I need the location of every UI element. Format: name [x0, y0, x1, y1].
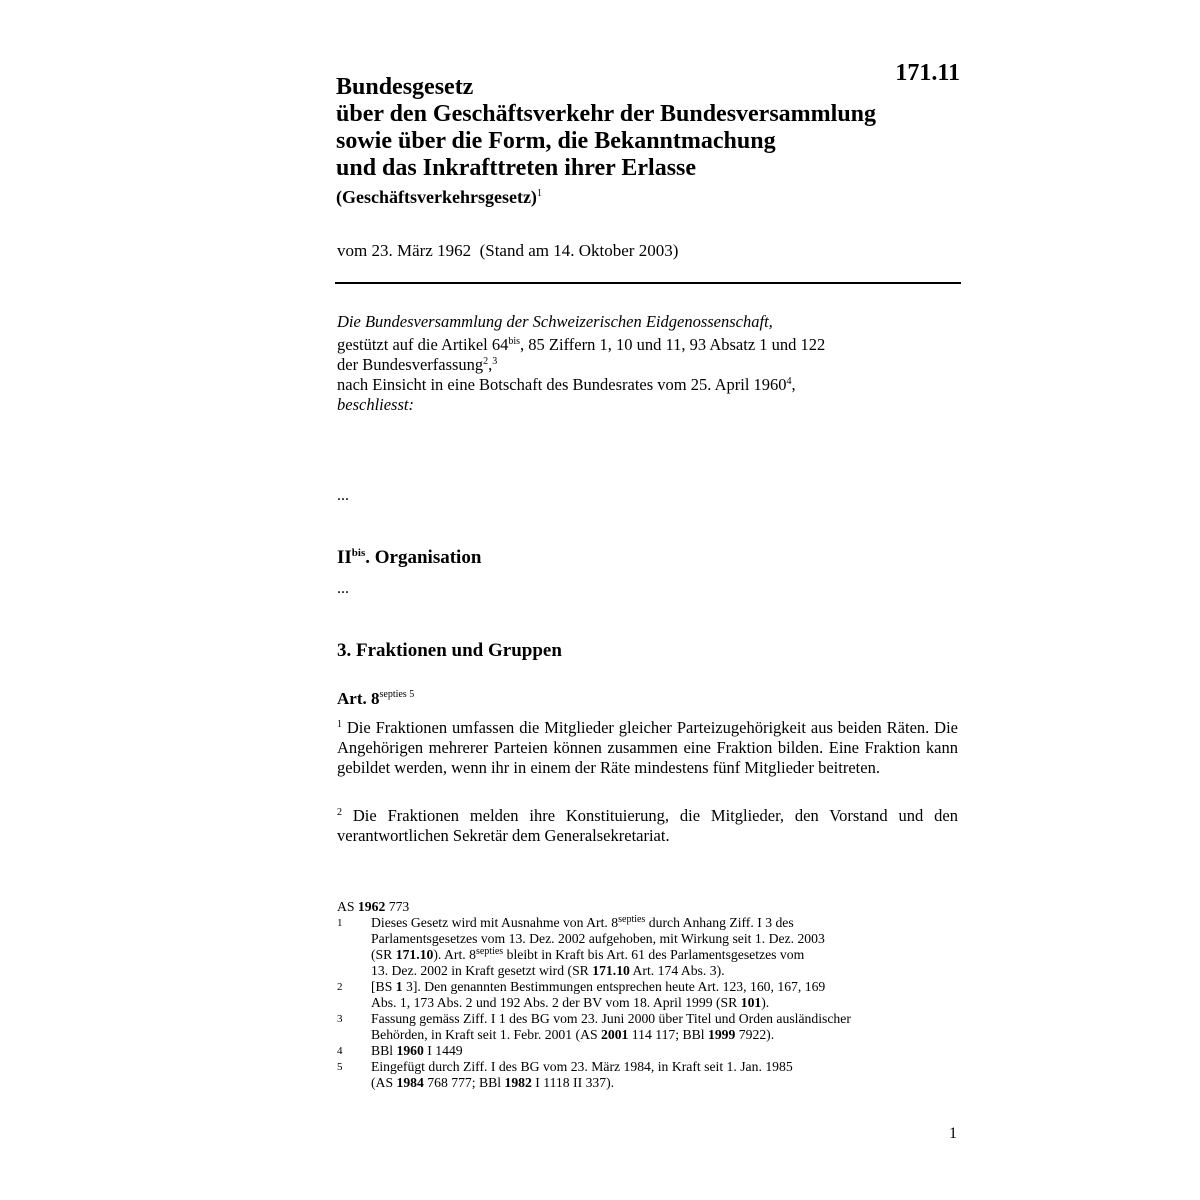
- short-title: [336, 186, 896, 208]
- footnote-line: [371, 995, 825, 1011]
- footnote-ref: 2: [483, 356, 489, 367]
- footnote-line: [371, 963, 825, 979]
- date-line: vom 23. März 1962 (Stand am 14. Oktober 2003): [337, 241, 679, 260]
- footnote-number: 4: [337, 1045, 343, 1057]
- footnote-text: Parlamentsgesetzes vom 13. Dez. 2002 aufgehoben, mit Wirkung seit 1. Dez. 2003: [371, 931, 825, 946]
- preamble-line: Die Bundesversammlung der Schweizerischen Eidgenossenschaft,: [337, 312, 773, 331]
- superscript: bis: [351, 547, 366, 559]
- preamble-text: , 85 Ziffern 1, 10 und 11, 93 Absatz 1 und 122: [520, 335, 826, 354]
- footnote-text: 1962: [357, 899, 386, 914]
- footnote-ref: 3: [492, 356, 498, 367]
- footnote-line: [371, 1027, 851, 1043]
- footnote-number: 5: [337, 1061, 343, 1073]
- heading-text: . Organisation: [365, 547, 482, 568]
- article-title: [337, 688, 414, 710]
- footnote-ref: 4: [786, 376, 792, 387]
- footnote-text: (AS: [371, 1075, 397, 1090]
- footnote-body: [371, 1011, 851, 1043]
- sr-number: 171.11: [895, 60, 960, 86]
- title-line: über den Geschäftsverkehr der Bundesversammlung: [336, 101, 877, 127]
- footnote-text: AS: [337, 899, 358, 914]
- footnote-text: [BS: [371, 979, 396, 994]
- omitted-section: ...: [337, 487, 349, 504]
- footnote-item: [337, 915, 977, 979]
- footnote-text: Eingefügt durch Ziff. I des BG vom 23. März 1984, in Kraft seit 1. Jan. 1985: [371, 1059, 793, 1074]
- preamble-text: gestützt auf die Artikel 64: [337, 335, 509, 354]
- paragraph-number: 1: [337, 719, 342, 730]
- footnote-number: 1: [337, 917, 343, 929]
- footnote-line: [371, 1011, 851, 1027]
- preamble-line: [337, 355, 967, 375]
- footnote-item: [337, 1011, 977, 1043]
- preamble-text: der Bundesverfassung: [337, 355, 484, 374]
- footnote-text: 1982: [504, 1075, 532, 1090]
- footnote-text: 773: [385, 899, 410, 914]
- footnote-item: [337, 979, 977, 1011]
- footnote-source: [337, 899, 977, 915]
- footnote-body: [371, 979, 825, 1011]
- footnote-line: [371, 979, 825, 995]
- article-label: Art. 8: [337, 689, 380, 708]
- footnote-text: Behörden, in Kraft seit 1. Febr. 2001 (AS: [371, 1027, 601, 1042]
- title-line: Bundesgesetz: [336, 74, 474, 100]
- section-heading-fraktionen: 3. Fraktionen und Gruppen: [337, 640, 562, 661]
- preamble-line: [337, 375, 967, 395]
- footnote-ref: 1: [536, 188, 542, 199]
- footnote-item: [337, 1043, 977, 1059]
- footnote-text: ).: [761, 995, 770, 1010]
- paragraph-number: 2: [337, 807, 342, 818]
- paragraph-text: Die Fraktionen melden ihre Konstituierung, die Mitglieder, den Vorstand und den verantwortlichen Sekretär dem Generalsekretariat.: [337, 806, 958, 845]
- footnote-text: Art. 174 Abs. 3).: [629, 963, 725, 978]
- footnote-text: 114 117; BBl: [628, 1027, 708, 1042]
- preamble: [337, 312, 967, 418]
- title-block: [336, 74, 896, 208]
- footnote-text: BBl: [371, 1043, 397, 1058]
- footnote-text: 2001: [601, 1027, 629, 1042]
- preamble-line: [337, 335, 967, 355]
- preamble-text: ,: [791, 375, 796, 394]
- footnote-line: [371, 1043, 463, 1059]
- footnote-text: Dieses Gesetz wird mit Ausnahme von Art. 8: [371, 915, 619, 930]
- footnote-text: ). Art. 8: [433, 947, 476, 962]
- footnote-text: bleibt in Kraft bis Art. 61 des Parlamentsgesetzes vom: [503, 947, 805, 962]
- heading-text: II: [337, 547, 352, 568]
- footnote-line: [371, 1059, 793, 1075]
- horizontal-rule: [335, 282, 961, 284]
- footnote-text: 1984: [396, 1075, 424, 1090]
- paragraph-text: Die Fraktionen umfassen die Mitglieder gleicher Parteizugehörigkeit aus beiden Räten. Die Angehörigen mehrerer Parteien können zusammen eine Fraktion bilden. Eine Fraktion kann gebildet werden, wenn ihr in einem der Räte mindestens fünf Mitglieder beitreten.: [337, 718, 958, 777]
- footnote-text: I 1449: [423, 1043, 463, 1058]
- footnote-text: Abs. 1, 173 Abs. 2 und 192 Abs. 2 der BV vom 18. April 1999 (SR: [371, 995, 741, 1010]
- footnote-body: [371, 1059, 793, 1091]
- footnote-line: [371, 1075, 793, 1091]
- preamble-line: beschliesst:: [337, 395, 414, 414]
- footnote-line: [371, 931, 825, 947]
- footnote-text: I 1118 II 337).: [531, 1075, 615, 1090]
- footnote-number: 2: [337, 981, 343, 993]
- footnote-text: 13. Dez. 2002 in Kraft gesetzt wird (SR: [371, 963, 593, 978]
- footnote-item: [337, 1059, 977, 1091]
- footnote-body: [371, 915, 825, 979]
- superscript: septies: [618, 914, 646, 925]
- page-number: 1: [949, 1125, 957, 1142]
- short-title-text: (Geschäftsverkehrsgesetz): [336, 187, 537, 207]
- superscript: bis: [508, 336, 521, 347]
- footnote-text: durch Anhang Ziff. I 3 des: [645, 915, 794, 930]
- title-line: sowie über die Form, die Bekanntmachung: [336, 128, 776, 154]
- footnote-line: [371, 947, 825, 963]
- footnote-text: Fassung gemäss Ziff. I 1 des BG vom 23. Juni 2000 über Titel und Orden ausländischer: [371, 1011, 851, 1026]
- footnote-text: 101: [740, 995, 762, 1010]
- footnote-text: 7922).: [735, 1027, 775, 1042]
- footnote-text: (SR: [371, 947, 396, 962]
- preamble-text: nach Einsicht in eine Botschaft des Bundesrates vom 25. April 1960: [337, 375, 787, 394]
- footnote-text: 1999: [707, 1027, 736, 1042]
- footnote-line: [371, 915, 825, 931]
- superscript: septies: [475, 946, 504, 957]
- footnote-text: 171.10: [592, 963, 630, 978]
- section-heading-organisation: [337, 546, 481, 570]
- footnote-body: [371, 1043, 463, 1059]
- article-paragraph: [337, 806, 958, 846]
- omitted-section: ...: [337, 580, 349, 597]
- title-line: und das Inkrafttreten ihrer Erlasse: [336, 155, 697, 181]
- footnote-number: 3: [337, 1013, 343, 1025]
- footnote-text: 3]. Den genannten Bestimmungen entsprechen heute Art. 123, 160, 167, 169: [402, 979, 826, 994]
- footnote-text: 768 777; BBl: [423, 1075, 505, 1090]
- footnote-text: 1960: [396, 1043, 424, 1058]
- footnote-text: 1: [395, 979, 403, 994]
- article-paragraph: [337, 718, 958, 778]
- footnote-text: 171.10: [395, 947, 434, 962]
- preamble-text: ,: [488, 355, 493, 374]
- superscript: septies 5: [379, 689, 415, 700]
- footnotes: [337, 899, 977, 1091]
